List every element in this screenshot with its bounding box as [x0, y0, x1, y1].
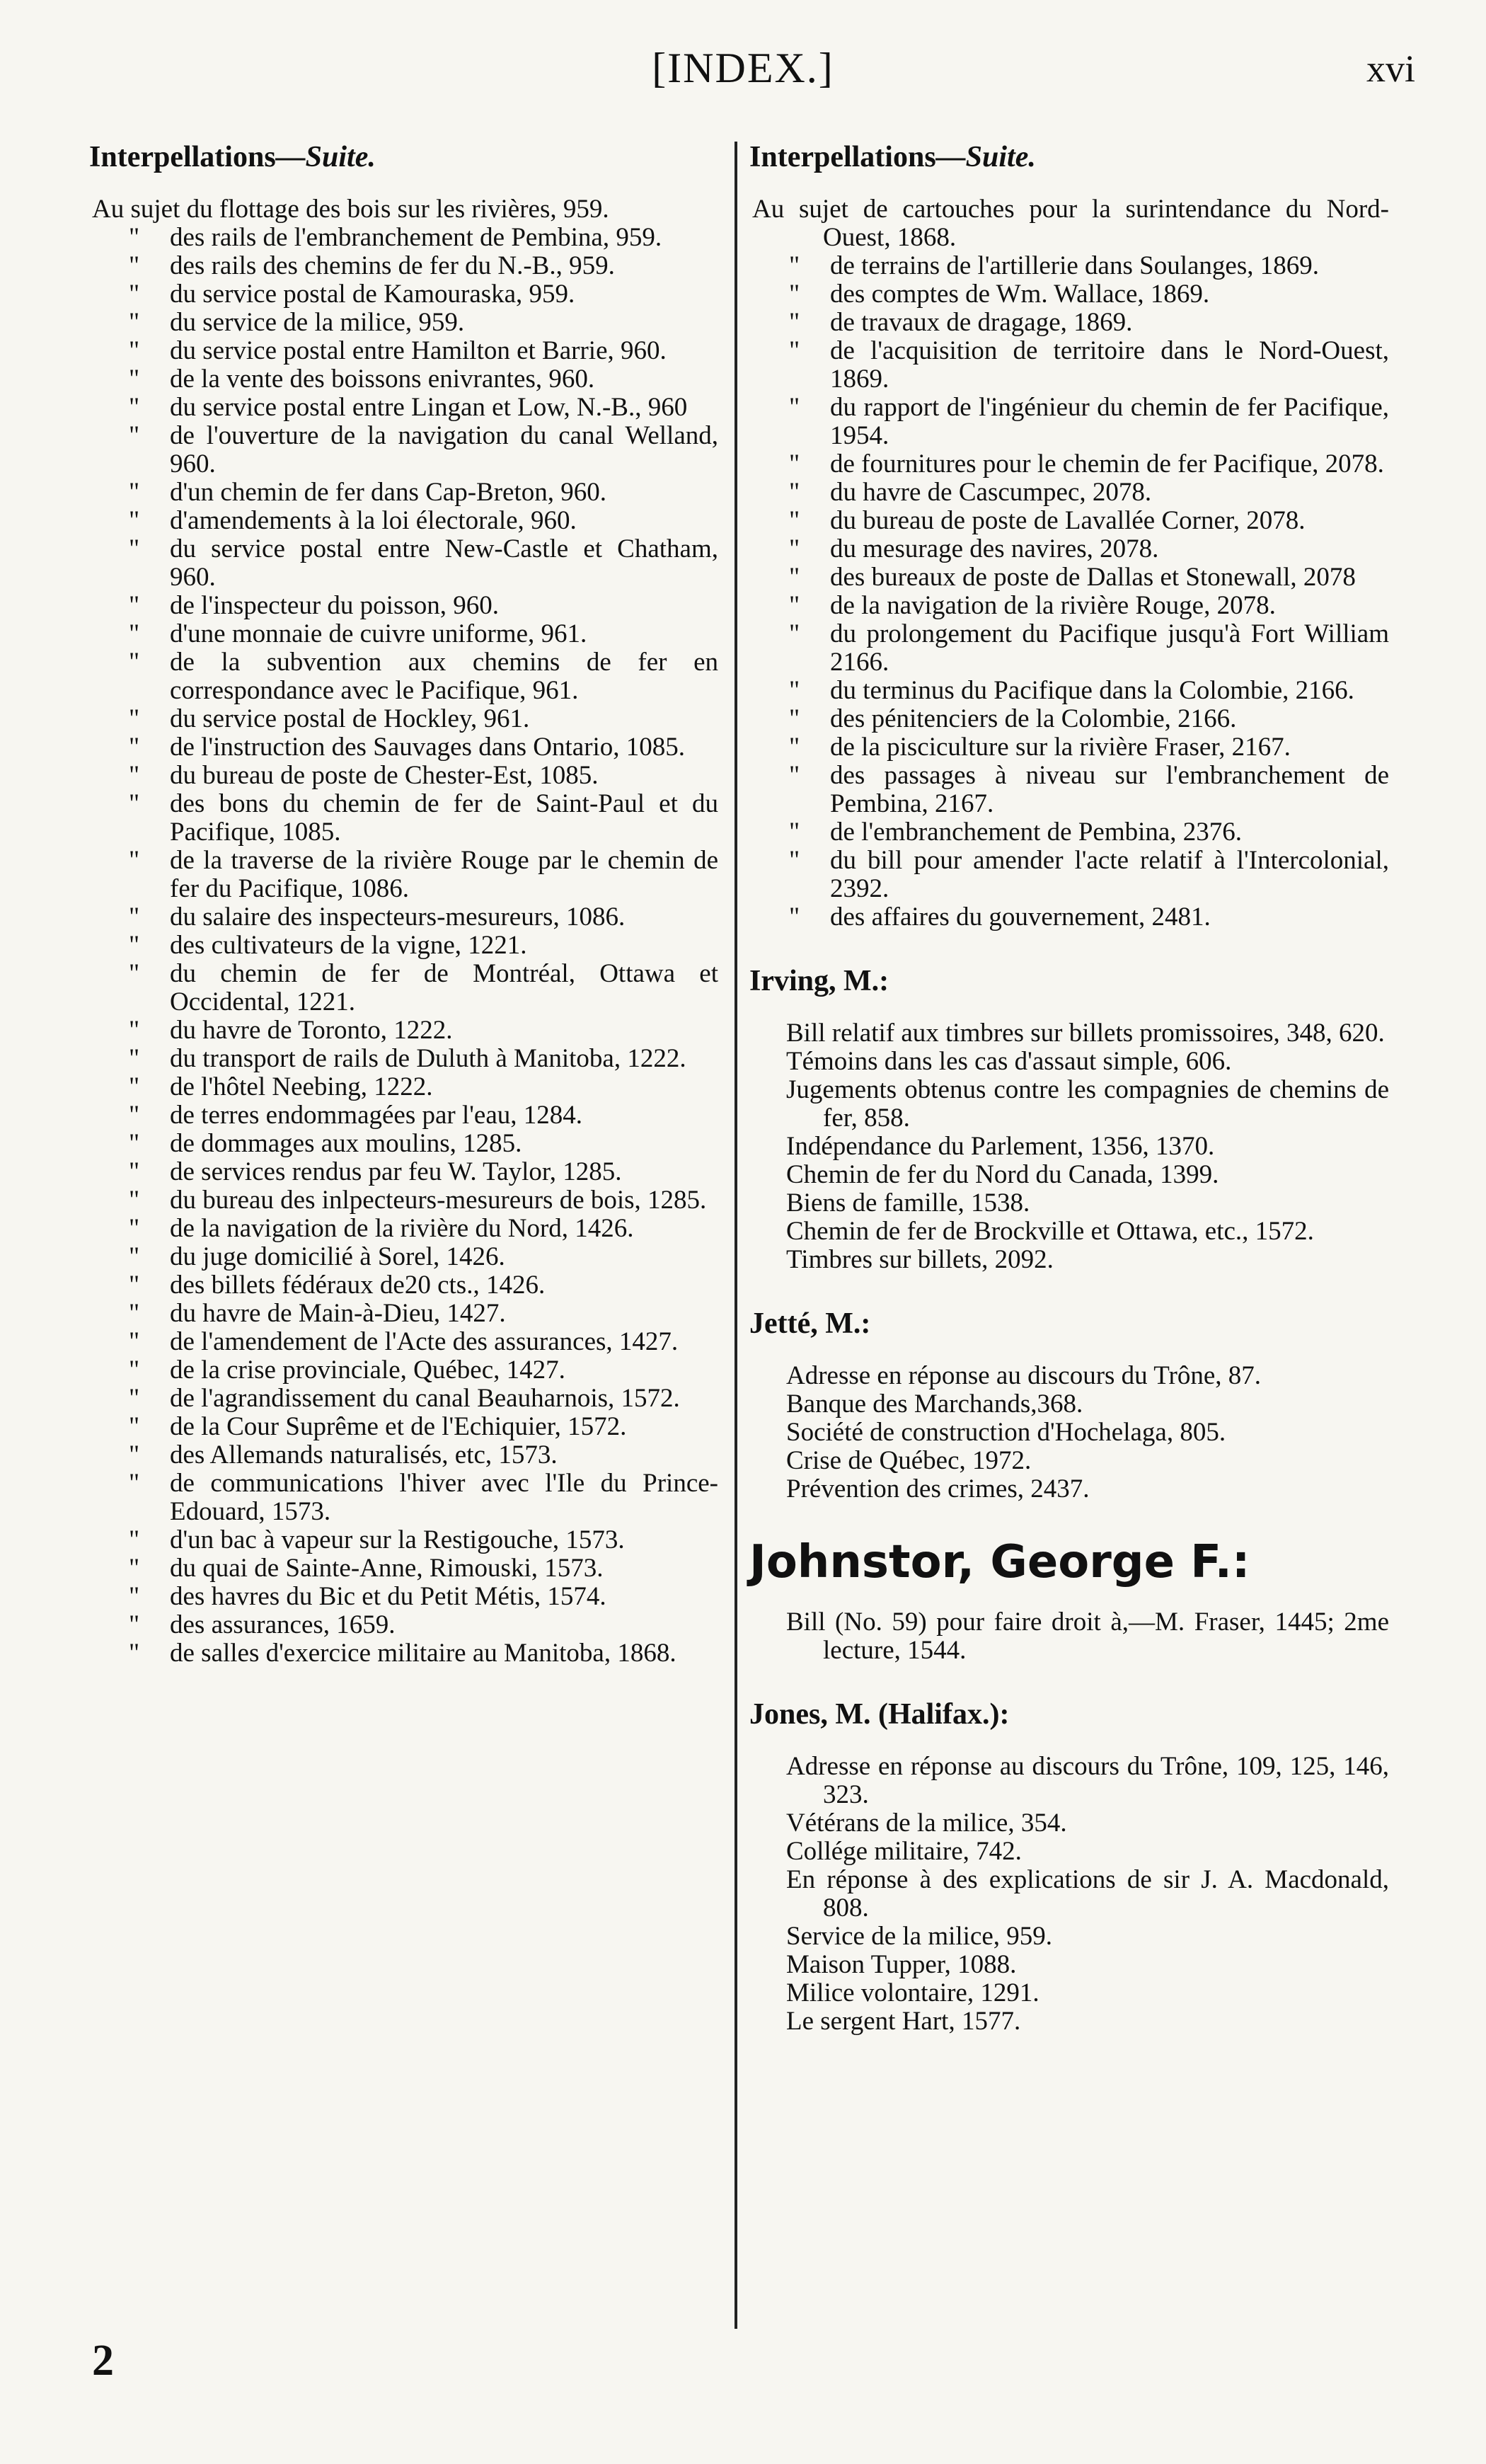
entry-text: de l'ouverture de la navigation du canal Welland, 960.	[170, 421, 718, 479]
ditto-mark: "	[129, 1242, 140, 1271]
section-item: Banque des Marchands,368.	[786, 1389, 1083, 1419]
section-heading: Jetté, M.:	[749, 1307, 871, 1340]
ditto-mark: "	[129, 1440, 140, 1469]
ditto-mark: "	[129, 761, 140, 790]
entry-text: de communications l'hiver avec l'Ile du Prince-Edouard, 1573.	[170, 1469, 718, 1526]
section-item: Témoins dans les cas d'assaut simple, 606.	[786, 1047, 1232, 1076]
ditto-mark: "	[129, 1384, 140, 1413]
section-item: Chemin de fer de Brockville et Ottawa, etc., 1572.	[786, 1217, 1314, 1246]
index-entry	[92, 309, 718, 337]
entry-text: du service postal entre New-Castle et Chatham, 960.	[170, 534, 718, 592]
entry-text: du service de la milice, 959.	[170, 308, 465, 337]
ditto-mark: "	[129, 365, 140, 394]
ditto-mark: "	[129, 648, 140, 677]
entry-text: des assurances, 1659.	[170, 1610, 396, 1639]
ditto-mark: "	[129, 1016, 140, 1045]
ditto-mark: "	[129, 1610, 140, 1639]
index-entry	[752, 394, 1389, 450]
entry-text: de services rendus par feu W. Taylor, 1285.	[170, 1157, 622, 1186]
index-entry	[92, 422, 718, 479]
section-heading: Jones, M. (Halifax.):	[749, 1698, 1010, 1731]
index-entry	[752, 337, 1389, 394]
index-entry	[752, 450, 1389, 479]
ditto-mark: "	[789, 619, 800, 648]
entry-text: des passages à niveau sur l'embranchement de Pembina, 2167.	[830, 761, 1389, 818]
ditto-mark: "	[129, 280, 140, 309]
ditto-mark: "	[129, 393, 140, 422]
index-entry	[92, 1186, 718, 1215]
section-item: Adresse en réponse au discours du Trône, 109, 125, 146, 323.	[786, 1752, 1389, 1809]
index-entry	[92, 507, 718, 535]
index-entry	[752, 309, 1389, 337]
index-entry	[752, 903, 1389, 932]
entry-text: des cultivateurs de la vigne, 1221.	[170, 931, 527, 960]
entry-text: des comptes de Wm. Wallace, 1869.	[830, 280, 1210, 309]
entry-text: des Allemands naturalisés, etc, 1573.	[170, 1440, 558, 1469]
ditto-mark: "	[129, 1271, 140, 1300]
entry-text: d'une monnaie de cuivre uniforme, 961.	[170, 619, 587, 648]
ditto-mark: "	[789, 818, 800, 847]
index-entry	[752, 620, 1389, 677]
section-item: En réponse à des explications de sir J. A. Macdonald, 808.	[786, 1865, 1389, 1923]
right-sections	[749, 964, 1389, 2036]
section-item: Timbres sur billets, 2092.	[786, 1245, 1054, 1274]
index-entry	[92, 1271, 718, 1300]
entry-text: de l'acquisition de territoire dans le Nord-Ouest, 1869.	[830, 336, 1389, 394]
entry-text: de la navigation de la rivière du Nord, 1426.	[170, 1214, 634, 1243]
entry-text: du service postal entre Lingan et Low, N.-B., 960	[170, 393, 688, 422]
ditto-mark: "	[789, 336, 800, 365]
left-heading	[89, 140, 718, 174]
section-heading: Irving, M.:	[749, 965, 889, 997]
entry-text: de l'agrandissement du canal Beauharnois, 1572.	[170, 1384, 680, 1413]
left-first-entry: Au sujet du flottage des bois sur les rivières, 959.	[92, 195, 609, 224]
index-entry	[92, 252, 718, 280]
section-item: Bill relatif aux timbres sur billets promissoires, 348, 620.	[786, 1019, 1385, 1048]
left-heading-name: Interpellations	[89, 141, 276, 173]
entry-text: des havres du Bic et du Petit Métis, 1574.	[170, 1582, 606, 1611]
left-entry-list	[92, 224, 718, 1668]
entry-text: du havre de Toronto, 1222.	[170, 1016, 453, 1045]
index-entry	[92, 394, 718, 422]
index-entry	[752, 252, 1389, 280]
ditto-mark: "	[789, 846, 800, 875]
entry-text: du bill pour amender l'acte relatif à l'Intercolonial, 2392.	[830, 846, 1389, 903]
ditto-mark: "	[789, 449, 800, 479]
ditto-mark: "	[789, 308, 800, 337]
right-heading-name: Interpellations	[749, 141, 936, 173]
ditto-mark: "	[789, 506, 800, 535]
ditto-mark: "	[129, 1356, 140, 1385]
index-entry	[92, 592, 718, 620]
entry-text: du chemin de fer de Montréal, Ottawa et Occidental, 1221.	[170, 959, 718, 1016]
entry-text: de fournitures pour le chemin de fer Pacifique, 2078.	[830, 449, 1384, 479]
ditto-mark: "	[129, 1554, 140, 1583]
ditto-mark: "	[789, 251, 800, 280]
page-number: xvi	[1366, 47, 1415, 90]
section-item: Vétérans de la milice, 354.	[786, 1809, 1067, 1838]
right-first-entry: Au sujet de cartouches pour la surintendance du Nord-Ouest, 1868.	[752, 195, 1389, 252]
entry-text: de l'inspecteur du poisson, 960.	[170, 591, 499, 620]
index-entry	[92, 932, 718, 960]
ditto-mark: "	[129, 959, 140, 988]
entry-text: d'amendements à la loi électorale, 960.	[170, 506, 577, 535]
ditto-mark: "	[129, 1299, 140, 1328]
index-entry	[92, 1554, 718, 1583]
index-entry	[752, 592, 1389, 620]
ditto-mark: "	[789, 733, 800, 762]
ditto-mark: "	[129, 223, 140, 252]
index-entry	[92, 337, 718, 365]
section-item: Prévention des crimes, 2437.	[786, 1474, 1090, 1503]
section-item: Bill (No. 59) pour faire droit à,—M. Fraser, 1445; 2me lecture, 1544.	[786, 1608, 1389, 1665]
entry-text: du bureau des inlpecteurs-mesureurs de bois, 1285.	[170, 1186, 707, 1215]
index-entry	[752, 535, 1389, 563]
entry-text: du quai de Sainte-Anne, Rimouski, 1573.	[170, 1554, 604, 1583]
entry-text: du havre de Main-à-Dieu, 1427.	[170, 1299, 506, 1328]
ditto-mark: "	[129, 506, 140, 535]
entry-text: du bureau de poste de Lavallée Corner, 2078.	[830, 506, 1306, 535]
entry-text: des pénitenciers de la Colombie, 2166.	[830, 704, 1237, 733]
entry-text: du prolongement du Pacifique jusqu'à Fort William 2166.	[830, 619, 1389, 677]
entry-text: de terrains de l'artillerie dans Soulanges, 1869.	[830, 251, 1319, 280]
index-entry	[92, 648, 718, 705]
index-entry	[92, 790, 718, 847]
index-entry	[92, 1469, 718, 1526]
index-entry	[92, 1073, 718, 1101]
left-heading-suffix: —Suite.	[275, 141, 376, 173]
entry-text: du salaire des inspecteurs-mesureurs, 1086.	[170, 902, 626, 932]
ditto-mark: "	[789, 591, 800, 620]
entry-text: du bureau de poste de Chester-Est, 1085.	[170, 761, 599, 790]
index-entry	[92, 1243, 718, 1271]
entry-text: de la Cour Suprême et de l'Echiquier, 1572.	[170, 1412, 627, 1441]
index-entry	[92, 1300, 718, 1328]
entry-text: du service postal entre Hamilton et Barrie, 960.	[170, 336, 667, 365]
ditto-mark: "	[789, 761, 800, 790]
ditto-mark: "	[129, 704, 140, 733]
entry-text: de la traverse de la rivière Rouge par le chemin de fer du Pacifique, 1086.	[170, 846, 718, 903]
left-column	[89, 140, 718, 1668]
section-item: Collége militaire, 742.	[786, 1837, 1022, 1866]
ditto-mark: "	[789, 902, 800, 932]
signature-mark: 2	[92, 2337, 114, 2385]
section-item: Crise de Québec, 1972.	[786, 1446, 1032, 1475]
ditto-mark: "	[129, 1129, 140, 1158]
ditto-mark: "	[129, 1157, 140, 1186]
index-entry	[92, 1045, 718, 1073]
entry-text: de l'hôtel Neebing, 1222.	[170, 1072, 433, 1101]
index-entry	[92, 960, 718, 1016]
ditto-mark: "	[129, 421, 140, 450]
column-divider	[735, 142, 737, 2329]
ditto-mark: "	[129, 902, 140, 932]
entry-text: des rails de l'embranchement de Pembina, 959.	[170, 223, 662, 252]
entry-text: de la subvention aux chemins de fer en correspondance avec le Pacifique, 961.	[170, 648, 718, 705]
ditto-mark: "	[129, 251, 140, 280]
index-entry	[92, 1611, 718, 1639]
index-entry	[752, 762, 1389, 818]
section-item: Milice volontaire, 1291.	[786, 1978, 1039, 2007]
entry-text: du service postal de Kamouraska, 959.	[170, 280, 575, 309]
index-entry	[92, 1158, 718, 1186]
entry-text: de l'embranchement de Pembina, 2376.	[830, 818, 1243, 847]
index-entry	[92, 1385, 718, 1413]
index-entry	[752, 280, 1389, 309]
ditto-mark: "	[129, 619, 140, 648]
ditto-mark: "	[789, 676, 800, 705]
entry-text: des bureaux de poste de Dallas et Stonewall, 2078	[830, 563, 1356, 592]
entry-text: de travaux de dragage, 1869.	[830, 308, 1133, 337]
section-item: Jugements obtenus contre les compagnies de chemins de fer, 858.	[786, 1075, 1389, 1133]
section-item: Société de construction d'Hochelaga, 805.	[786, 1418, 1226, 1447]
entry-text: du mesurage des navires, 2078.	[830, 534, 1159, 563]
index-entry	[92, 1413, 718, 1441]
index-entry	[752, 507, 1389, 535]
right-entry-list	[752, 252, 1389, 932]
entry-text: d'un chemin de fer dans Cap-Breton, 960.	[170, 478, 607, 507]
entry-text: des rails des chemins de fer du N.-B., 959.	[170, 251, 615, 280]
index-entry	[752, 705, 1389, 733]
index-entry	[92, 705, 718, 733]
ditto-mark: "	[129, 733, 140, 762]
index-entry	[92, 762, 718, 790]
index-entry	[92, 1130, 718, 1158]
index-entry	[752, 563, 1389, 592]
right-column	[749, 140, 1389, 2036]
entry-text: du service postal de Hockley, 961.	[170, 704, 530, 733]
index-entry	[92, 1356, 718, 1385]
ditto-mark: "	[789, 704, 800, 733]
entry-text: de la navigation de la rivière Rouge, 2078.	[830, 591, 1276, 620]
ditto-mark: "	[129, 336, 140, 365]
ditto-mark: "	[129, 308, 140, 337]
right-heading-suffix: —Suite.	[935, 141, 1036, 173]
entry-text: d'un bac à vapeur sur la Restigouche, 1573.	[170, 1525, 625, 1554]
index-entry	[92, 733, 718, 762]
ditto-mark: "	[789, 563, 800, 592]
entry-text: du terminus du Pacifique dans la Colombie, 2166.	[830, 676, 1354, 705]
entry-text: des bons du chemin de fer de Saint-Paul et du Pacifique, 1085.	[170, 789, 718, 847]
entry-text: du juge domicilié à Sorel, 1426.	[170, 1242, 505, 1271]
ditto-mark: "	[789, 393, 800, 422]
index-entry	[752, 847, 1389, 903]
ditto-mark: "	[789, 478, 800, 507]
section-item: Chemin de fer du Nord du Canada, 1399.	[786, 1160, 1219, 1189]
entry-text: du transport de rails de Duluth à Manitoba, 1222.	[170, 1044, 686, 1073]
ditto-mark: "	[129, 846, 140, 875]
entry-text: de dommages aux moulins, 1285.	[170, 1129, 522, 1158]
entry-text: du rapport de l'ingénieur du chemin de fer Pacifique, 1954.	[830, 393, 1389, 450]
index-entry	[92, 280, 718, 309]
index-entry	[92, 479, 718, 507]
index-entry	[92, 1328, 718, 1356]
section-item: Maison Tupper, 1088.	[786, 1950, 1017, 1979]
section-heading: Johnstor, George F.:	[749, 1536, 1250, 1588]
ditto-mark: "	[129, 1214, 140, 1243]
ditto-mark: "	[129, 1101, 140, 1130]
page-header	[0, 44, 1486, 108]
section-item: Service de la milice, 959.	[786, 1922, 1053, 1951]
section-item: Adresse en réponse au discours du Trône, 87.	[786, 1361, 1262, 1390]
ditto-mark: "	[129, 931, 140, 960]
ditto-mark: "	[129, 1525, 140, 1554]
right-heading	[749, 140, 1389, 174]
index-entry	[92, 1101, 718, 1130]
ditto-mark: "	[129, 591, 140, 620]
ditto-mark: "	[129, 1044, 140, 1073]
index-entry	[92, 847, 718, 903]
entry-text: de l'instruction des Sauvages dans Ontario, 1085.	[170, 733, 686, 762]
section-item: Indépendance du Parlement, 1356, 1370.	[786, 1132, 1215, 1161]
entry-text: de terres endommagées par l'eau, 1284.	[170, 1101, 583, 1130]
entry-text: de salles d'exercice militaire au Manitoba, 1868.	[170, 1639, 676, 1668]
index-entry	[92, 1441, 718, 1469]
index-entry	[92, 224, 718, 252]
index-entry	[752, 677, 1389, 705]
index-entry	[92, 1526, 718, 1554]
ditto-mark: "	[129, 1327, 140, 1356]
entry-text: de la vente des boissons enivrantes, 960.	[170, 365, 595, 394]
ditto-mark: "	[129, 478, 140, 507]
section-item: Le sergent Hart, 1577.	[786, 2007, 1021, 2036]
index-entry	[92, 1639, 718, 1668]
entry-text: de l'amendement de l'Acte des assurances, 1427.	[170, 1327, 679, 1356]
entry-text: de la crise provinciale, Québec, 1427.	[170, 1356, 565, 1385]
index-entry	[92, 1016, 718, 1045]
ditto-mark: "	[129, 1186, 140, 1215]
ditto-mark: "	[129, 789, 140, 818]
ditto-mark: "	[129, 534, 140, 563]
entry-text: des billets fédéraux de20 cts., 1426.	[170, 1271, 546, 1300]
index-entry	[752, 479, 1389, 507]
ditto-mark: "	[129, 1582, 140, 1611]
ditto-mark: "	[789, 534, 800, 563]
page-title: [INDEX.]	[652, 45, 834, 91]
ditto-mark: "	[129, 1469, 140, 1498]
index-entry	[92, 1215, 718, 1243]
entry-text: de la pisciculture sur la rivière Fraser, 2167.	[830, 733, 1291, 762]
index-entry	[752, 818, 1389, 847]
index-entry	[92, 903, 718, 932]
index-entry	[752, 733, 1389, 762]
section-item: Biens de famille, 1538.	[786, 1188, 1030, 1217]
ditto-mark: "	[789, 280, 800, 309]
ditto-mark: "	[129, 1072, 140, 1101]
ditto-mark: "	[129, 1412, 140, 1441]
index-entry	[92, 620, 718, 648]
entry-text: du havre de Cascumpec, 2078.	[830, 478, 1152, 507]
index-entry	[92, 365, 718, 394]
ditto-mark: "	[129, 1639, 140, 1668]
index-entry	[92, 1583, 718, 1611]
entry-text: des affaires du gouvernement, 2481.	[830, 902, 1211, 932]
index-entry	[92, 535, 718, 592]
